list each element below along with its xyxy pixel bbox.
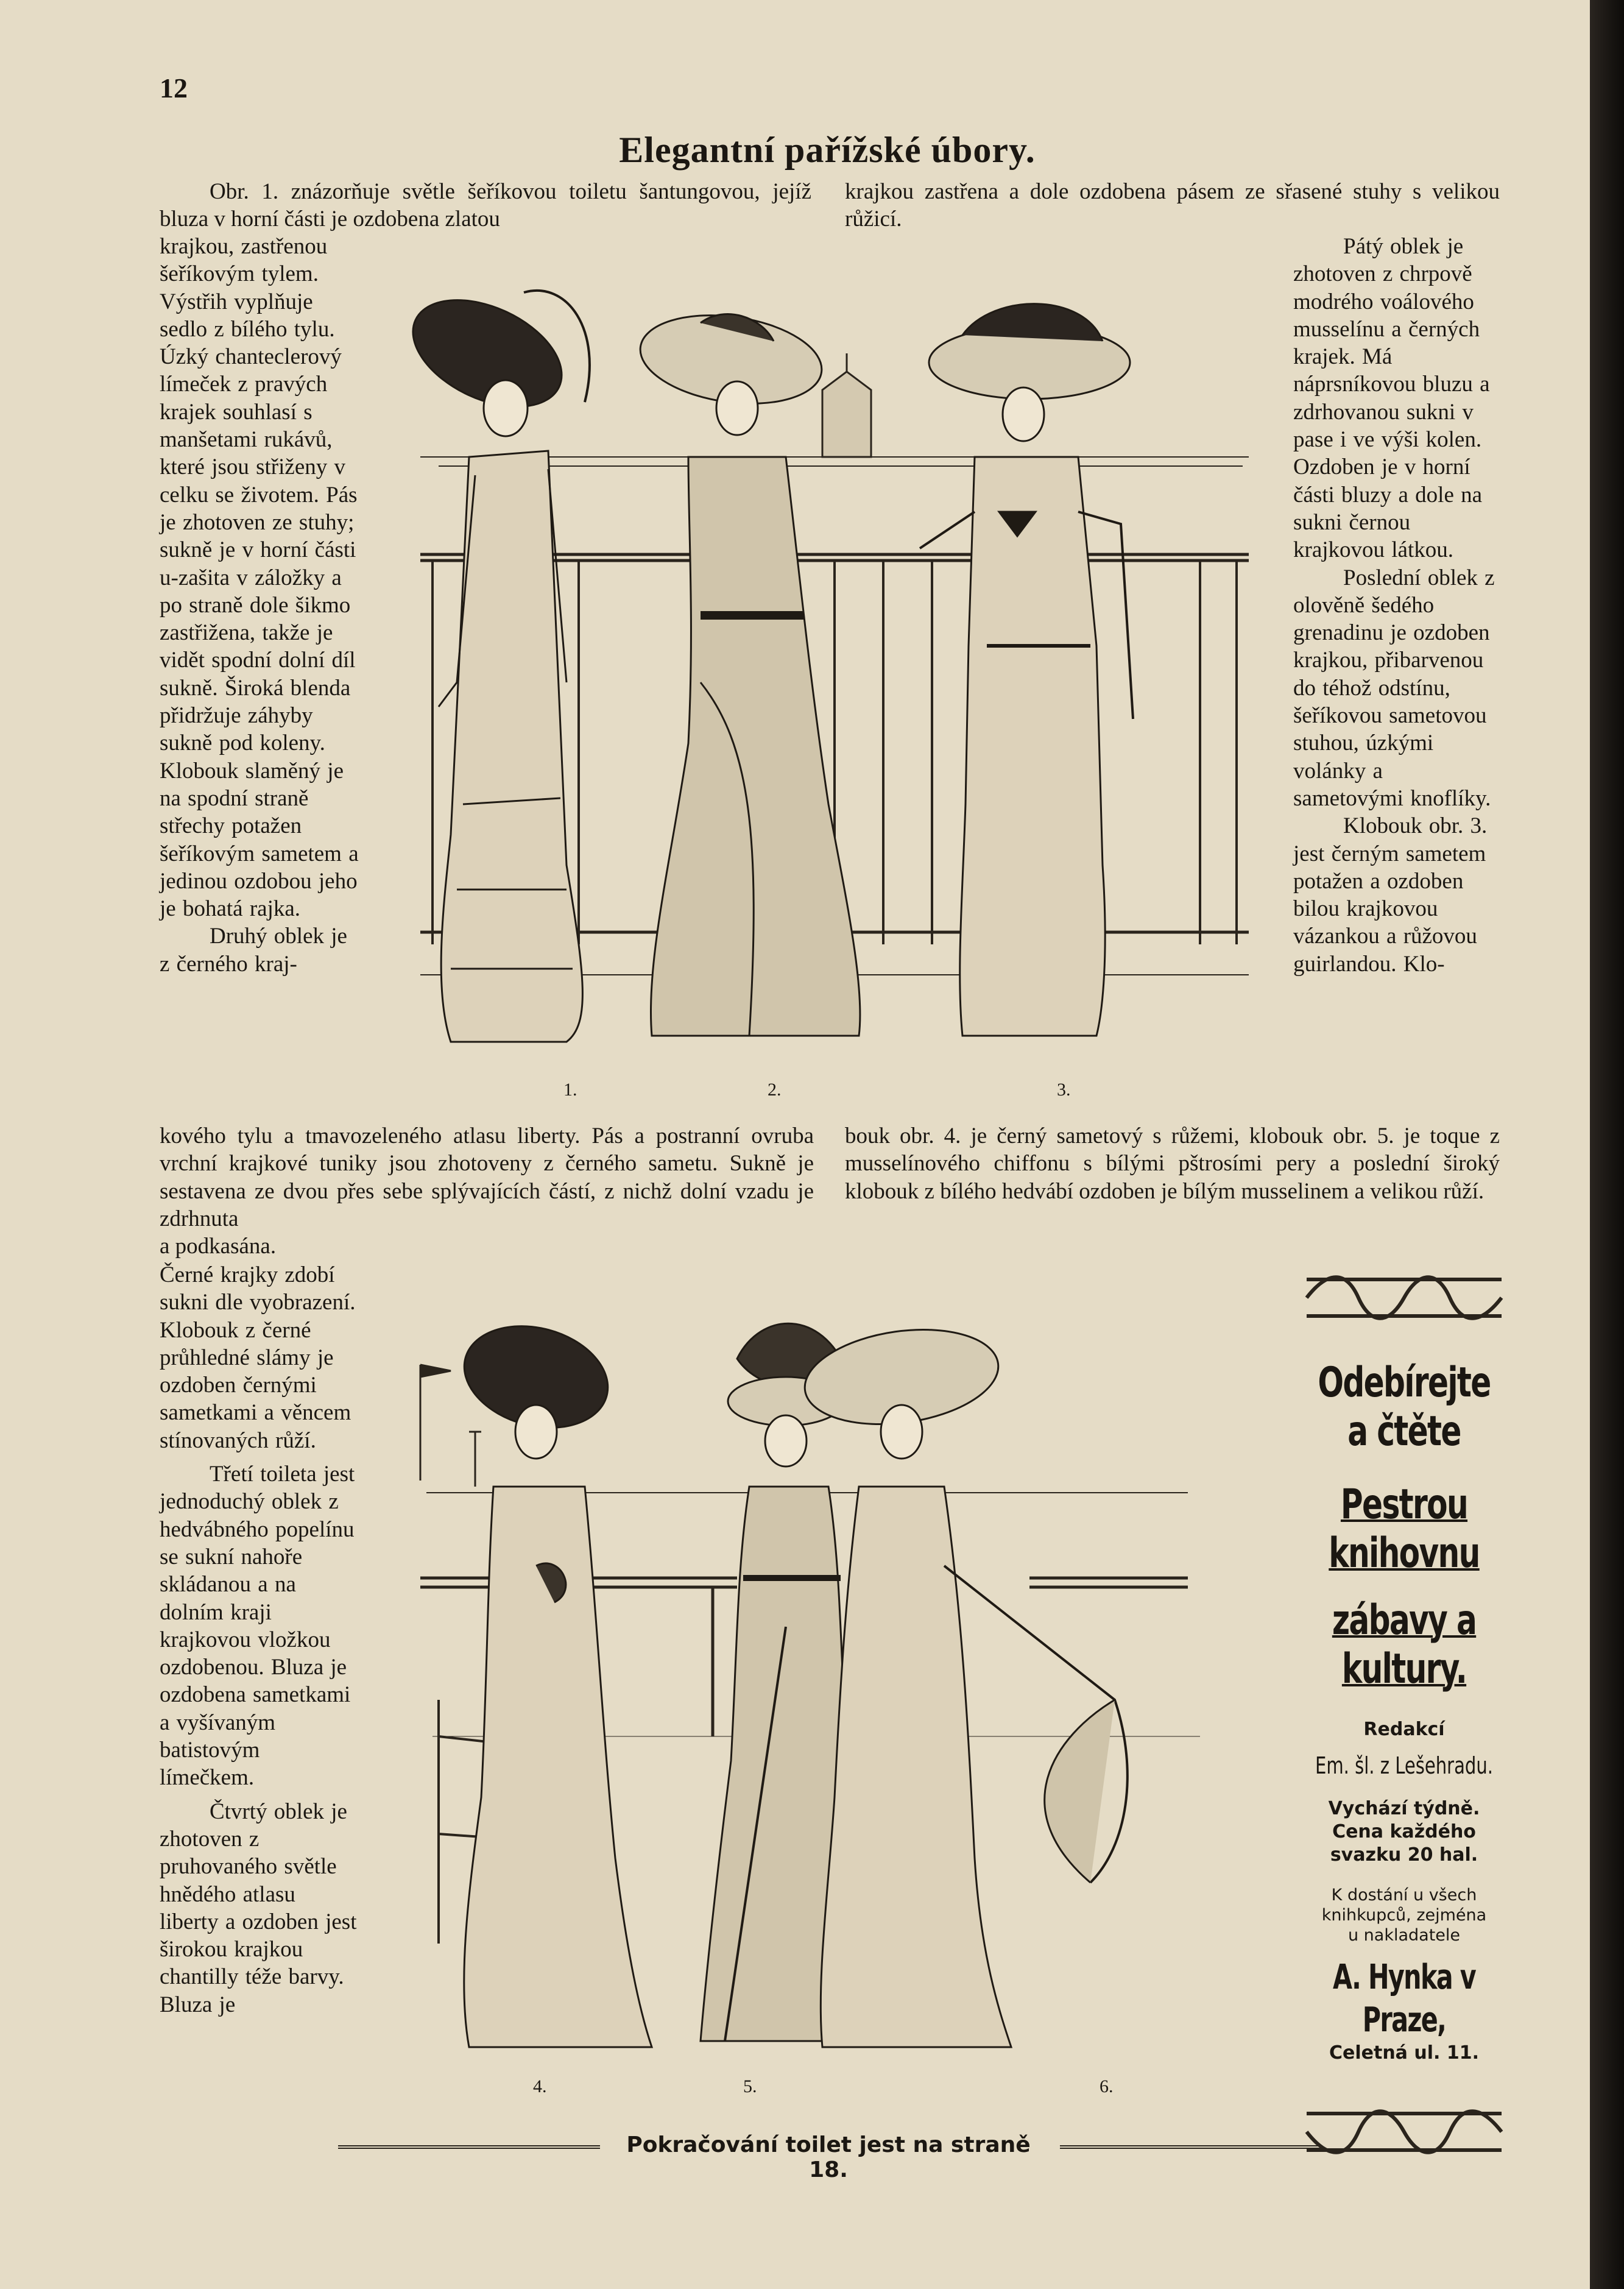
ad-availability-3: u nakladatele bbox=[1347, 1926, 1461, 1945]
footer-rule-right bbox=[1060, 2145, 1322, 2149]
text-first-outfit-end: krajkou zastřena a dole ozdobena pásem ze sřasené stuhy s velikou růžicí. bbox=[845, 179, 1500, 232]
figure-number-3: 3. bbox=[1057, 1080, 1071, 1100]
figure-number-4: 4. bbox=[533, 2076, 547, 2096]
ad-availability-2: knihkupců, zejména bbox=[1321, 1906, 1487, 1925]
text-second-outfit-start: Druhý oblek je z černého kraj- bbox=[160, 924, 347, 977]
right-column-top bbox=[1293, 233, 1497, 978]
text-fifth-outfit: Pátý oblek je zhotoven z chrpově modrého voálového musselínu a černých krajek. Má náprsníkovou bluzu a zdrhovanou sukni v pase i ve výši kolen. Ozdoben je v horní části bluzy a dole na sukni černou krajkovou látkou. bbox=[1293, 234, 1490, 563]
ornament-bottom-icon bbox=[1304, 2101, 1505, 2162]
right-column-intro bbox=[845, 178, 1500, 233]
ad-magazine-name: Pestrou knihovnu bbox=[1329, 1481, 1480, 1577]
text-first-outfit: krajkou, zastřenou šeříkovým tylem. Výstřih vyplňuje sedlo z bílého tylu. Úzký chanteclerový límeček z pravých krajek souhlasí s manšetami rukávů, které jsou střiženy v celku se životem. Pás je zhotoven ze stuhy; sukně je v horní části u-zašita v záložky a po straně dole šikmo zastřižena, takže je vidět spodní dolní díl sukně. Široká blenda přidržuje záhyby sukně pod koleny. Klobouk slaměný je na spodní straně střechy potažen šeříkovým sametem a jedinou ozdobou jeho je bohatá rajka. bbox=[160, 234, 359, 922]
intro-paragraph: Obr. 1. znázorňuje světle šeříkovou toiletu šantungovou, jejíž bluza v horní části je ozdobena zlatou bbox=[160, 179, 811, 232]
ornament-top-icon bbox=[1304, 1267, 1505, 1328]
ad-publisher: A. Hynka v Praze, bbox=[1332, 1958, 1476, 2040]
footer-rule-left bbox=[338, 2145, 600, 2149]
ad-availability-1: K dostání u všech bbox=[1331, 1886, 1477, 1905]
page-binding-shadow bbox=[1590, 0, 1624, 2289]
text-hats-continued: bouk obr. 4. je černý sametový s růžemi, klobouk obr. 5. je toque z musselínového chiffonu s bílými pštrosími pery a poslední široký klobouk z bílého hedvábí ozdoben je bílým musselinem a velikou růží. bbox=[845, 1123, 1500, 1204]
wide-text-right bbox=[845, 1122, 1500, 1205]
text-hat-descriptions: Klobouk obr. 3. jest černým sametem potažen a ozdoben bilou krajkovou vázankou a růžovou guirlandou. Klo- bbox=[1293, 813, 1488, 977]
ad-heading-read: a čtěte bbox=[1347, 1407, 1461, 1456]
ad-editorial-label: Redakcí bbox=[1363, 1719, 1445, 1740]
wide-text-left bbox=[160, 1122, 814, 1260]
fashion-illustration-top bbox=[384, 256, 1273, 1066]
text-last-outfit: Poslední oblek z olověně šedého grenadinu je ozdoben krajkou, přibarvenou do téhož odstínu, šeříkovou sametovou stuhou, úzkými volánky a sametovými knoflíky. bbox=[1293, 565, 1495, 811]
left-column-bottom bbox=[160, 1261, 359, 2018]
figure-number-1: 1. bbox=[563, 1080, 577, 1100]
fashion-plate-top bbox=[384, 256, 1273, 1100]
text-fourth-outfit: Čtvrtý oblek je zhotoven z pruhovaného světle hnědého atlasu liberty a ozdoben jest širokou krajkou chantilly téže barvy. Bluza je bbox=[160, 1799, 357, 2017]
text-second-outfit-lace: Černé krajky zdobí sukni dle vyobrazení. Klobouk z černé průhledné slámy je ozdoben černými sametkami a věncem stínovaných růží. bbox=[160, 1262, 356, 1453]
article-title: Elegantní pařížské úbory. bbox=[619, 130, 1036, 170]
figure-number-6: 6. bbox=[1100, 2076, 1114, 2096]
text-third-outfit: Třetí toileta jest jednoduchý oblek z hedvábného popelínu se sukní nahoře skládanou a na dolním kraji krajkovou vložkou ozdobenou. Bluza je ozdobena sametkami a vyšívaným batistovým límečkem. bbox=[160, 1462, 355, 1791]
text-second-outfit-end: a podkasána. bbox=[160, 1234, 277, 1259]
text-second-outfit: kového tylu a tmavozeleného atlasu liberty. Pás a postranní ovruba vrchní krajkové tuniky jsou zhotoveny z černého sametu. Sukně je sestavena ze dvou přes sebe splývajících částí, z nichž dolní vzadu je zdrhnuta bbox=[160, 1123, 814, 1231]
ad-magazine-subtitle: zábavy a kultury. bbox=[1332, 1596, 1477, 1693]
footer-continuation-note: Pokračování toilet jest na straně 18. bbox=[626, 2132, 1031, 2182]
ad-address: Celetná ul. 11. bbox=[1329, 2042, 1479, 2064]
figure-number-5: 5. bbox=[743, 2076, 757, 2096]
ad-weekly: Vychází týdně. bbox=[1328, 1798, 1480, 1819]
ad-editor-name: Em. šl. z Lešehradu. bbox=[1315, 1752, 1494, 1779]
ad-price: Cena každého bbox=[1332, 1821, 1476, 1842]
page-number: 12 bbox=[160, 73, 188, 104]
left-column-top bbox=[160, 233, 359, 978]
fashion-illustration-bottom bbox=[396, 1310, 1237, 2090]
fashion-plate-bottom bbox=[396, 1310, 1237, 2096]
ad-price-amount: svazku 20 hal. bbox=[1330, 1844, 1478, 1866]
advertisement-box bbox=[1291, 1267, 1517, 2099]
figure-number-2: 2. bbox=[768, 1080, 782, 1100]
ad-heading-subscribe: Odebírejte bbox=[1318, 1359, 1491, 1407]
article-intro bbox=[160, 178, 811, 233]
